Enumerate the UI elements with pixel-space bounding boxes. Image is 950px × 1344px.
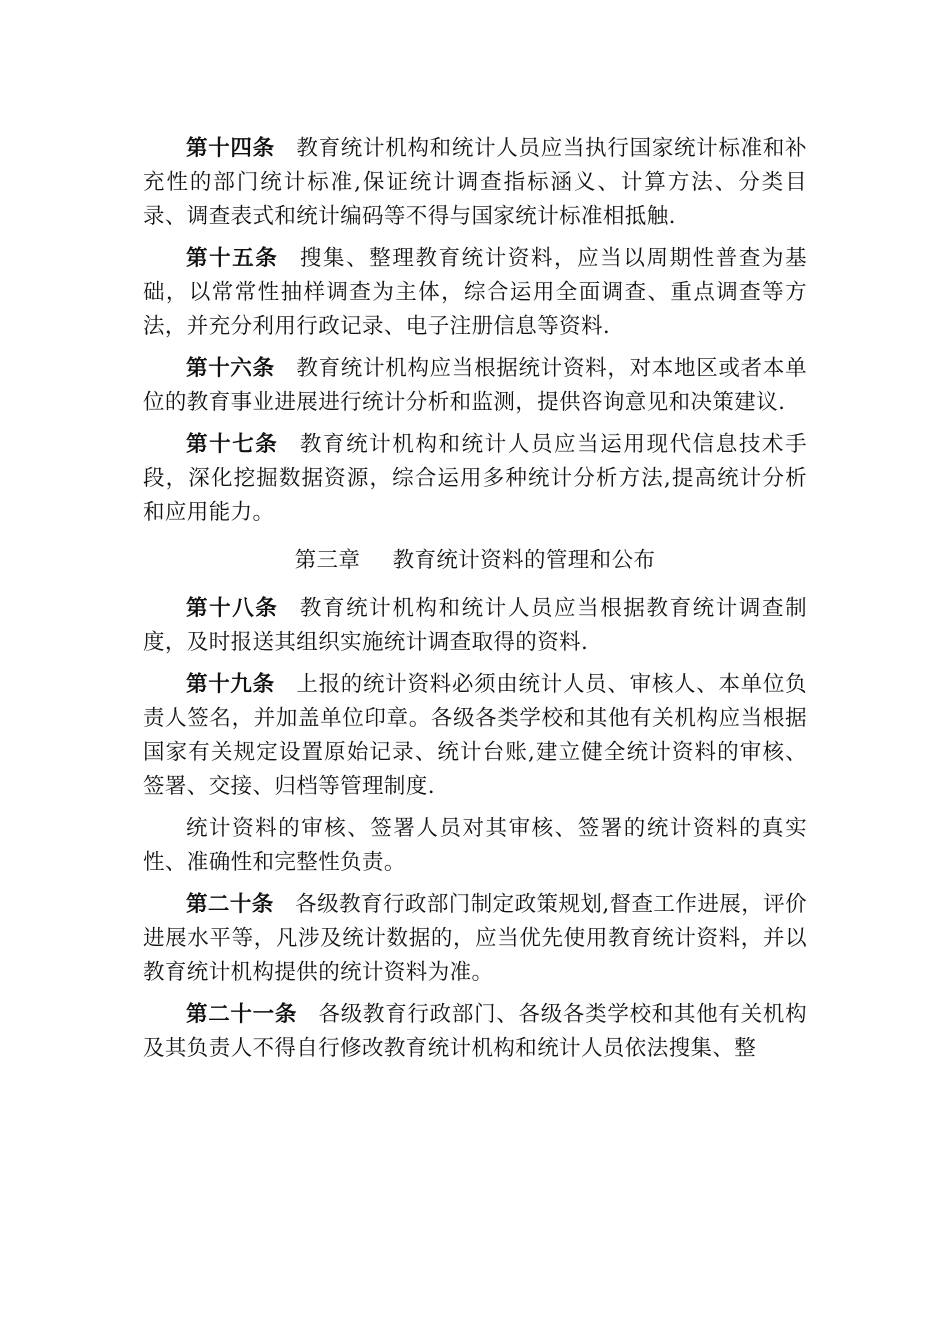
document-page — [143, 132, 807, 1066]
article-text: 上报的统计资料必须由统计人员、审核人、本单位负责人签名，并加盖单位印章。各级各类学校和其他有关机构应当根据国家有关规定设置原始记录、统计台账,建立健全统计资料的审核、签署、交接、归档等管理制度. — [143, 672, 808, 799]
article-number: 第十六条 — [186, 356, 275, 381]
article-18 — [143, 592, 807, 660]
article-15 — [143, 242, 807, 344]
article-14 — [143, 132, 807, 234]
article-21 — [143, 998, 807, 1066]
article-17 — [143, 428, 807, 530]
article-number: 第十九条 — [186, 672, 275, 697]
article-text: 教育统计机构和统计人员应当根据教育统计调查制度，及时报送其组织实施统计调查取得的资料. — [143, 596, 807, 655]
article-19-paragraph-2 — [143, 812, 807, 880]
article-text: 统计资料的审核、签署人员对其审核、签署的统计资料的真实性、准确性和完整性负责。 — [143, 816, 807, 875]
article-text: 教育统计机构和统计人员应当运用现代信息技术手段，深化挖掘数据资源，综合运用多种统计分析方法,提高统计分析和应用能力。 — [143, 432, 807, 525]
article-text: 教育统计机构应当根据统计资料，对本地区或者本单位的教育事业进展进行统计分析和监测，提供咨询意见和决策建议. — [143, 356, 808, 415]
article-number: 第二十一条 — [186, 1002, 298, 1027]
article-number: 第十八条 — [186, 596, 279, 621]
chapter-number: 第三章 — [294, 548, 361, 573]
article-16 — [143, 352, 807, 420]
article-number: 第二十条 — [186, 892, 274, 917]
article-number: 第十七条 — [186, 432, 279, 457]
article-text: 教育统计机构和统计人员应当执行国家统计标准和补充性的部门统计标准,保证统计调查指标涵义、计算方法、分类目录、调查表式和统计编码等不得与国家统计标准相抵触. — [143, 136, 808, 229]
article-19 — [143, 668, 807, 804]
article-number: 第十四条 — [186, 136, 275, 161]
article-text: 搜集、整理教育统计资料，应当以周期性普查为基础，以常常性抽样调查为主体，综合运用全面调查、重点调查等方法，并充分利用行政记录、电子注册信息等资料. — [143, 246, 807, 339]
article-text: 各级教育行政部门制定政策规划,督查工作进展，评价进展水平等，凡涉及统计数据的，应当优先使用教育统计资料，并以教育统计机构提供的统计资料为准。 — [143, 892, 807, 985]
article-text: 各级教育行政部门、各级各类学校和其他有关机构及其负责人不得自行修改教育统计机构和统计人员依法搜集、整 — [143, 1002, 807, 1061]
chapter-title: 教育统计资料的管理和公布 — [392, 548, 656, 573]
chapter-heading — [143, 544, 807, 578]
article-20 — [143, 888, 807, 990]
article-number: 第十五条 — [186, 246, 279, 271]
